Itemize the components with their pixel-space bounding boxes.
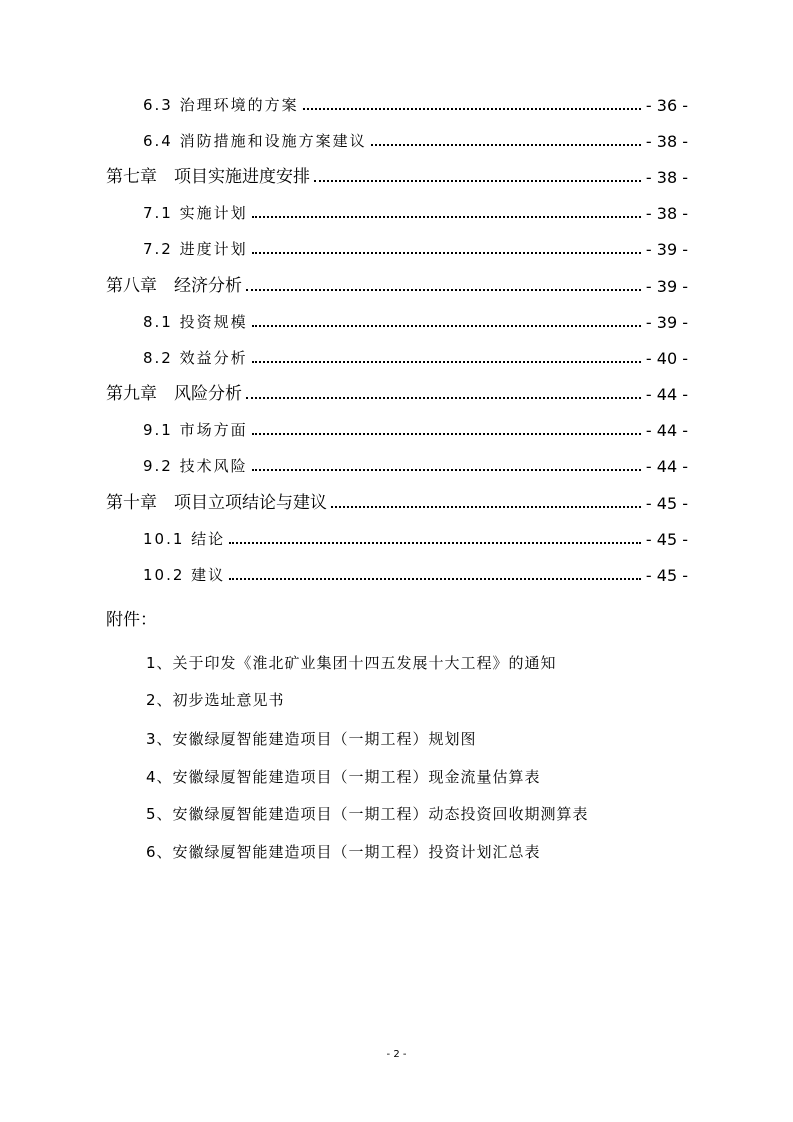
toc-leader-dots xyxy=(252,433,641,435)
toc-entry-page: - 36 - xyxy=(645,96,688,115)
toc-entry[interactable] xyxy=(0,91,793,119)
toc-entry[interactable] xyxy=(0,308,793,336)
toc-entry-title: 8.1 投资规模 xyxy=(143,313,248,331)
toc-entry-title: 9.2 技术风险 xyxy=(143,457,248,475)
toc-chapter-title: 第九章 风险分析 xyxy=(106,379,244,404)
toc-entry-page: - 44 - xyxy=(645,385,688,404)
toc-leader-dots xyxy=(252,252,641,254)
toc-chapter-entry[interactable] xyxy=(0,163,793,191)
attachment-item: 2、初步选址意见书 xyxy=(146,691,285,709)
toc-entry-title: 7.2 进度计划 xyxy=(143,240,248,258)
toc-leader-dots xyxy=(229,542,641,544)
toc-entry[interactable] xyxy=(0,452,793,480)
toc-entry[interactable] xyxy=(0,199,793,227)
toc-entry-page: - 44 - xyxy=(645,457,688,476)
toc-chapter-title: 第七章 项目实施进度安排 xyxy=(106,162,312,187)
toc-entry[interactable] xyxy=(0,344,793,372)
toc-entry-title: 8.2 效益分析 xyxy=(143,349,248,367)
toc-entry-page: - 45 - xyxy=(645,566,688,585)
toc-entry-page: - 44 - xyxy=(645,421,688,440)
toc-entry[interactable] xyxy=(0,525,793,553)
toc-chapter-entry[interactable] xyxy=(0,380,793,408)
attachment-item: 5、安徽绿厦智能建造项目（一期工程）动态投资回收期测算表 xyxy=(146,805,589,823)
toc-leader-dots xyxy=(303,108,641,110)
attachment-item: 4、安徽绿厦智能建造项目（一期工程）现金流量估算表 xyxy=(146,768,541,786)
toc-leader-dots xyxy=(252,361,641,363)
toc-entry-page: - 39 - xyxy=(645,313,688,332)
attachment-item: 6、安徽绿厦智能建造项目（一期工程）投资计划汇总表 xyxy=(146,843,541,861)
toc-entry-page: - 38 - xyxy=(645,168,688,187)
attachment-item: 3、安徽绿厦智能建造项目（一期工程）规划图 xyxy=(146,730,477,748)
toc-leader-dots xyxy=(252,216,641,218)
toc-leader-dots xyxy=(331,506,641,508)
toc-entry-title: 10.1 结论 xyxy=(143,530,226,548)
toc-entry-title: 6.3 治理环境的方案 xyxy=(143,96,299,114)
toc-leader-dots xyxy=(252,325,641,327)
toc-entry-page: - 45 - xyxy=(645,494,688,513)
toc-leader-dots xyxy=(371,144,641,146)
toc-chapter-entry[interactable] xyxy=(0,489,793,517)
attachment-item: 1、关于印发《淮北矿业集团十四五发展十大工程》的通知 xyxy=(146,654,557,672)
toc-entry[interactable] xyxy=(0,416,793,444)
toc-leader-dots xyxy=(252,469,641,471)
toc-leader-dots xyxy=(229,578,641,580)
toc-entry-title: 9.1 市场方面 xyxy=(143,421,248,439)
toc-entry[interactable] xyxy=(0,127,793,155)
toc-entry-page: - 38 - xyxy=(645,204,688,223)
toc-leader-dots xyxy=(246,397,641,399)
toc-entry-title: 6.4 消防措施和设施方案建议 xyxy=(143,132,367,150)
toc-chapter-title: 第十章 项目立项结论与建议 xyxy=(106,488,329,513)
toc-entry[interactable] xyxy=(0,561,793,589)
toc-entry[interactable] xyxy=(0,235,793,263)
toc-entry-page: - 45 - xyxy=(645,530,688,549)
toc-entry-page: - 39 - xyxy=(645,277,688,296)
toc-chapter-entry[interactable] xyxy=(0,272,793,300)
attachments-heading: 附件： xyxy=(106,610,157,630)
toc-entry-title: 10.2 建议 xyxy=(143,566,226,584)
toc-entry-page: - 38 - xyxy=(645,132,688,151)
toc-entry-page: - 40 - xyxy=(645,349,688,368)
toc-leader-dots xyxy=(314,180,641,182)
toc-entry-page: - 39 - xyxy=(645,240,688,259)
page-number: - 2 - xyxy=(386,1049,407,1060)
toc-chapter-title: 第八章 经济分析 xyxy=(106,271,244,296)
toc-entry-title: 7.1 实施计划 xyxy=(143,204,248,222)
toc-leader-dots xyxy=(246,289,641,291)
